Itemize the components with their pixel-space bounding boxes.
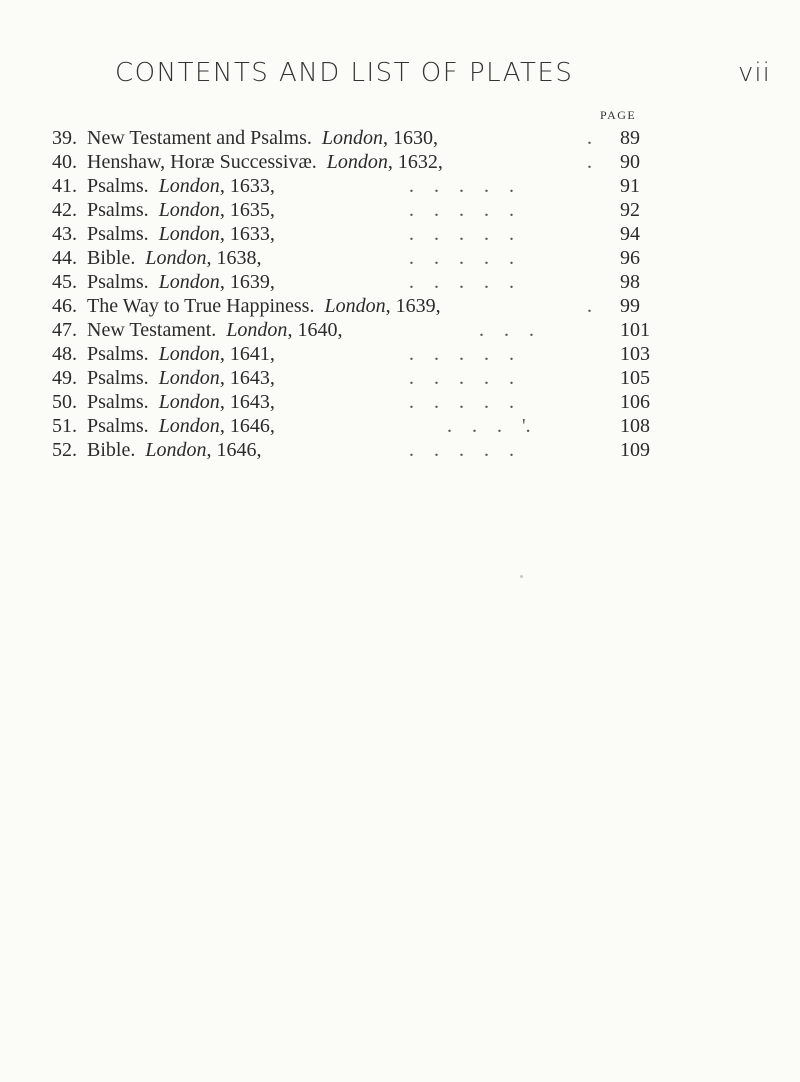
contents-list [52,126,752,462]
entry-number: 45. [52,271,77,293]
entry-page: 105 [620,367,650,389]
header-page-number: vii [738,58,771,88]
entry-title: Psalms. [87,199,149,221]
entry-page: 98 [620,271,640,293]
entry-title: Bible. [87,439,136,461]
entry-title: Psalms. [87,175,149,197]
contents-entry [52,294,752,318]
entry-title: Psalms. [87,343,149,365]
entry-number: 42. [52,199,77,221]
contents-entry [52,438,752,462]
entry-title-line [87,270,275,294]
entry-year: , 1643, [219,367,275,389]
entry-year: , 1639, [385,295,441,317]
contents-entry [52,342,752,366]
entry-title: The Way to True Happiness. [87,295,315,317]
entry-place: London [158,415,220,437]
entry-page: 108 [620,415,650,437]
entry-number: 44. [52,247,77,269]
entry-place: London [158,391,220,413]
entry-place: London [326,151,388,173]
leader-dots: . . . . . [409,223,514,245]
entry-title: Henshaw, Horæ Successivæ. [87,151,317,173]
contents-entry [52,150,752,174]
leader-dots: . [587,295,592,317]
entry-year: , 1643, [219,391,275,413]
entry-title: New Testament and Psalms. [87,127,312,149]
leader-dots: . [587,127,592,149]
leader-dots: . . . . . [409,439,514,461]
entry-year: , 1633, [219,223,275,245]
entry-title: Psalms. [87,391,149,413]
entry-title-line [87,198,275,222]
entry-number: 47. [52,319,77,341]
entry-number: 49. [52,367,77,389]
entry-title-line [87,246,261,270]
contents-entry [52,246,752,270]
contents-entry [52,390,752,414]
entry-place: London [158,199,220,221]
entry-place: London [145,247,207,269]
leader-dots: . . . . . [409,343,514,365]
entry-number: 43. [52,223,77,245]
leader-dots: . . . '. [447,415,531,437]
header-title: CONTENTS AND LIST OF PLATES [115,58,574,88]
entry-page: 109 [620,439,650,461]
entry-page: 101 [620,319,650,341]
entry-place: London [158,175,220,197]
entry-number: 40. [52,151,77,173]
contents-entry [52,270,752,294]
leader-dots: . . . . . [409,271,514,293]
entry-title-line [87,414,275,438]
entry-page: 106 [620,391,650,413]
entry-title-line [87,174,275,198]
leader-dots: . . . . . [409,367,514,389]
contents-entry [52,318,752,342]
contents-entry [52,174,752,198]
entry-place: London [158,367,220,389]
entry-page: 89 [620,127,640,149]
leader-dots: . . . . . [409,199,514,221]
entry-title: New Testament. [87,319,217,341]
leader-dots: . . . [479,319,534,341]
entry-title-line [87,294,441,318]
entry-year: , 1639, [219,271,275,293]
contents-entry [52,414,752,438]
entry-title: Psalms. [87,271,149,293]
leader-dots: . . . . . [409,391,514,413]
contents-entry [52,222,752,246]
entry-page: 91 [620,175,640,197]
entry-place: London [226,319,288,341]
entry-year: , 1641, [219,343,275,365]
entry-title-line [87,342,275,366]
entry-number: 51. [52,415,77,437]
entry-title-line [87,390,275,414]
entry-year: , 1632, [387,151,443,173]
running-header [0,58,800,98]
leader-dots: . . . . . [409,247,514,269]
entry-page: 99 [620,295,640,317]
entry-year: , 1630, [383,127,438,149]
entry-title-line [87,222,275,246]
entry-year: , 1633, [219,175,275,197]
entry-year: , 1638, [206,247,262,269]
entry-year: , 1640, [287,319,343,341]
entry-number: 46. [52,295,77,317]
entry-year: , 1646, [206,439,262,461]
entry-place: London [158,223,220,245]
entry-title: Bible. [87,247,136,269]
entry-title-line [87,366,275,390]
entry-title-line [87,126,438,150]
entry-place: London [158,271,220,293]
entry-year: , 1635, [219,199,275,221]
entry-page: 103 [620,343,650,365]
entry-title-line [87,318,342,342]
entry-place: London [321,127,383,149]
entry-number: 41. [52,175,77,197]
entry-title-line [87,438,261,462]
entry-number: 39. [52,127,77,149]
entry-page: 94 [620,223,640,245]
entry-year: , 1646, [219,415,275,437]
leader-dots: . [587,151,592,173]
entry-place: London [158,343,220,365]
entry-place: London [145,439,207,461]
entry-place: London [324,295,386,317]
entry-page: 90 [620,151,640,173]
entry-number: 50. [52,391,77,413]
entry-title-line [87,150,443,174]
contents-entry [52,366,752,390]
contents-entry [52,198,752,222]
leader-dots: . . . . . [409,175,514,197]
paper-speck [520,575,523,578]
entry-title: Psalms. [87,223,149,245]
entry-page: 92 [620,199,640,221]
entry-number: 48. [52,343,77,365]
page-column-label: PAGE [600,108,637,122]
entry-number: 52. [52,439,77,461]
entry-title: Psalms. [87,415,149,437]
entry-title: Psalms. [87,367,149,389]
entry-page: 96 [620,247,640,269]
contents-entry [52,126,752,150]
